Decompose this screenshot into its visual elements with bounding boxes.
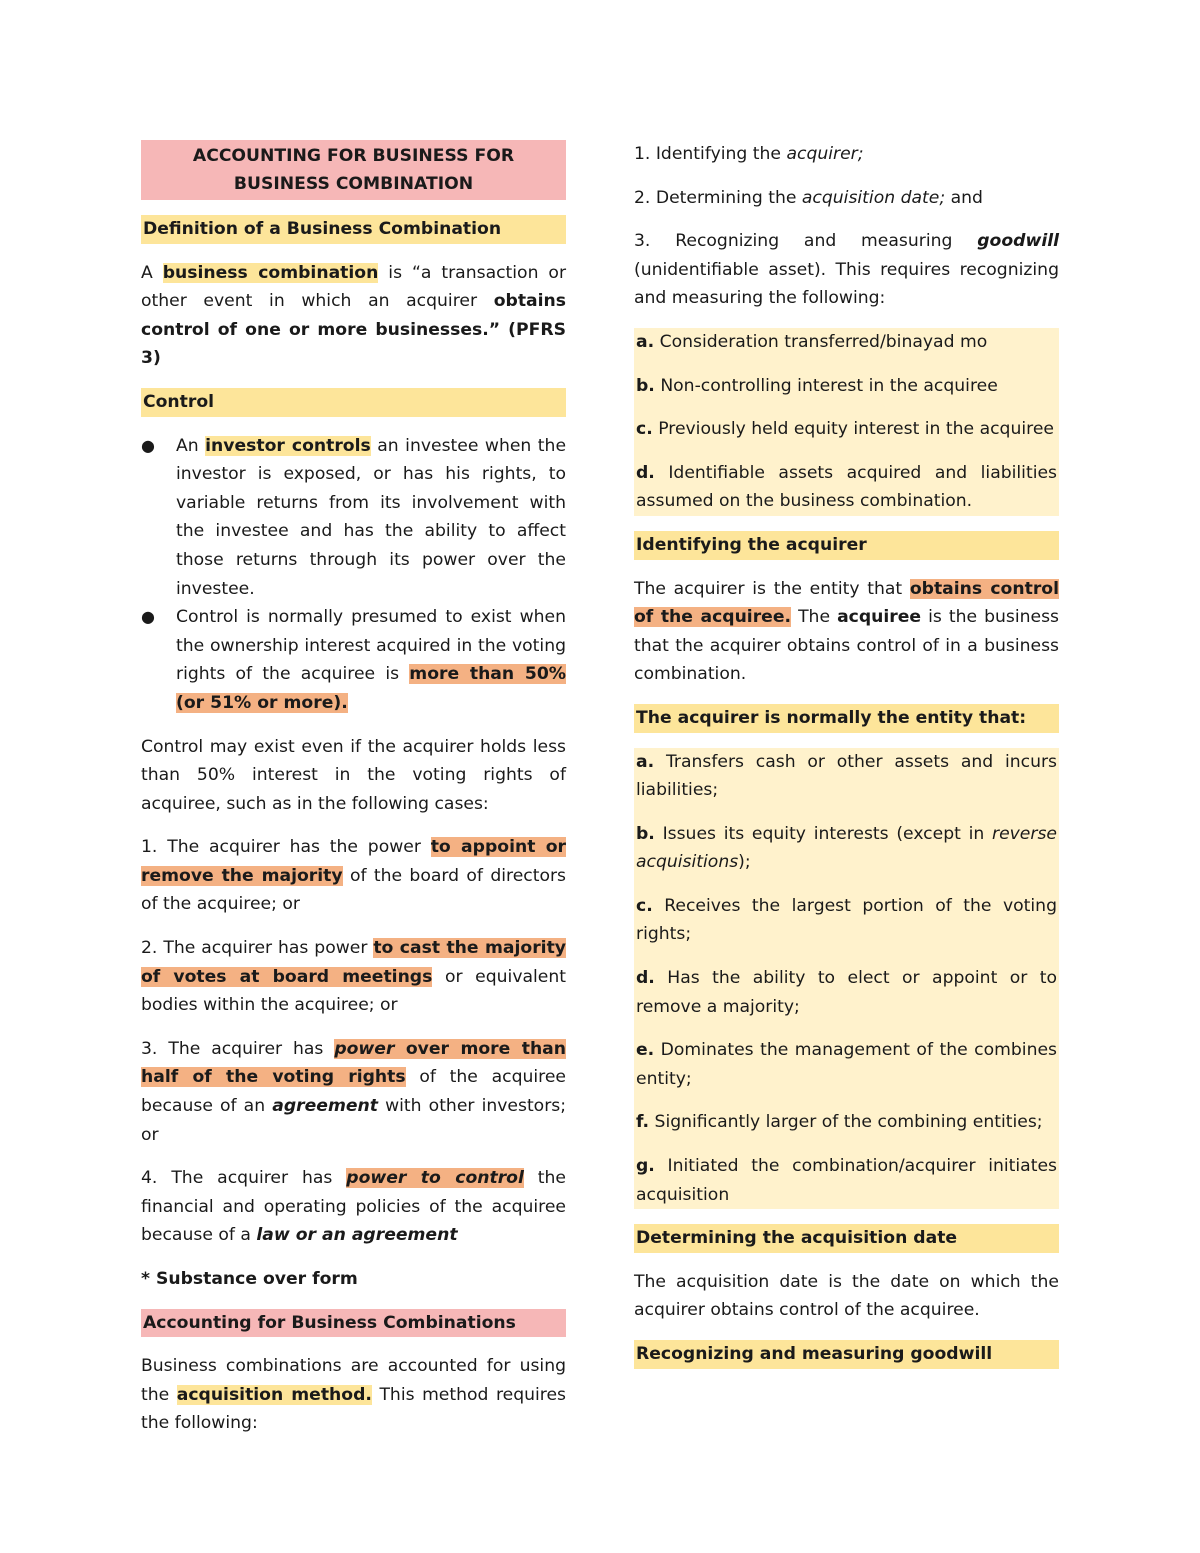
identifying-paragraph — [634, 575, 1059, 689]
text: of the board of directors of the acquiree; or — [141, 865, 566, 915]
text: Business combinations are accounted for using the — [141, 1356, 566, 1405]
step-1 — [634, 140, 1059, 169]
item-text: Dominates the management of the combines entity; — [636, 1040, 1057, 1089]
text: 3. Recognizing and measuring — [634, 231, 953, 252]
step-2 — [634, 184, 1059, 213]
text: or equivalent bodies within the acquiree; or — [141, 966, 567, 1016]
highlight-power-to-control: power to control — [346, 1168, 524, 1189]
text: This method requires the following: — [141, 1384, 567, 1434]
text: 2. Determining the — [634, 187, 797, 208]
italic-text: power — [334, 1038, 395, 1059]
italic-text: law or an agreement — [256, 1225, 458, 1246]
list-item — [141, 432, 566, 604]
item-letter: d. — [636, 968, 655, 989]
item-letter: c. — [636, 895, 653, 916]
bullet-icon: ● — [141, 435, 155, 455]
goodwill-heading: Recognizing and measuring goodwill — [634, 1340, 1059, 1369]
italic-text: goodwill — [977, 231, 1059, 252]
text: and — [950, 187, 983, 208]
item-letter: c. — [636, 419, 653, 440]
list-item — [636, 1036, 1057, 1093]
definition-paragraph — [141, 259, 566, 373]
list-item — [636, 964, 1057, 1021]
case-number: 1. — [141, 837, 158, 858]
text: The acquirer has — [171, 1168, 333, 1189]
text: Control is normally presumed to exist when the ownership interest acquired in the voting rights of the acquiree is — [176, 607, 566, 685]
bold-text: acquiree — [837, 607, 922, 628]
identifying-heading: Identifying the acquirer — [634, 531, 1059, 560]
case-4 — [141, 1164, 566, 1250]
italic-text: acquirer; — [786, 144, 864, 164]
accounting-heading: Accounting for Business Combinations — [141, 1309, 566, 1338]
goodwill-components-box — [634, 328, 1059, 516]
item-text: Transfers cash or other assets and incurs liabilities; — [636, 751, 1058, 801]
text: is the business that the acquirer obtains control of in a business combination. — [634, 607, 1060, 685]
item-letter: b. — [636, 823, 655, 844]
definition-heading: Definition of a Business Combination — [141, 215, 566, 244]
list-item — [636, 1152, 1057, 1209]
highlight-cast-majority: to cast the majority of votes at board meetings — [141, 938, 566, 987]
item-text: Initiated the combination/acquirer initiates acquisition — [636, 1156, 1057, 1205]
bullet-icon: ● — [141, 607, 155, 627]
italic-text: reverse acquisitions — [636, 823, 1057, 873]
highlight-acquisition-method: acquisition method. — [176, 1384, 372, 1405]
text: with other investors; or — [141, 1096, 567, 1145]
text: of the acquiree because of an — [141, 1067, 566, 1117]
item-letter: d. — [636, 462, 655, 483]
case-1 — [141, 833, 566, 919]
item-text: Receives the largest portion of the voting rights; — [636, 895, 1057, 945]
text: The acquirer has the power — [167, 837, 421, 858]
text: The acquirer has — [168, 1038, 324, 1059]
case-number: 2. — [141, 938, 158, 959]
highlight-more-than-50: more than 50% (or 51% or more). — [176, 664, 567, 713]
case-number: 4. — [141, 1168, 158, 1189]
highlight-investor-controls: investor controls — [205, 435, 371, 456]
item-text: Has the ability to elect or appoint or to remove a majority; — [636, 968, 1057, 1017]
list-item — [636, 328, 1057, 357]
highlight-appoint-remove: to appoint or remove the majority — [141, 837, 566, 886]
text: is “a transaction or other event in which an acquirer — [141, 262, 567, 312]
highlight-business-combination: business combination — [162, 262, 379, 283]
control-heading: Control — [141, 388, 566, 417]
control-bullet-list — [141, 432, 566, 718]
acquisition-date-heading: Determining the acquisition date — [634, 1224, 1059, 1253]
item-text: Consideration transferred/binayad mo — [659, 331, 988, 352]
case-number: 3. — [141, 1038, 158, 1059]
case-2 — [141, 934, 566, 1020]
list-item — [636, 748, 1057, 805]
text: A — [141, 262, 153, 283]
document-title: ACCOUNTING FOR BUSINESS FOR BUSINESS COMBINATION — [141, 140, 566, 200]
highlight-obtains-control: obtains control of the acquiree. — [634, 578, 1059, 628]
accounting-paragraph — [141, 1352, 566, 1438]
acquisition-date-paragraph: The acquisition date is the date on which the acquirer obtains control of the acquiree. — [634, 1271, 1059, 1321]
italic-text: acquisition date; — [801, 187, 946, 208]
step-3 — [634, 227, 1059, 313]
text: The acquirer has power — [163, 938, 368, 959]
bold-text: obtains control of one or more businesses.” (PFRS 3) — [141, 291, 566, 369]
italic-text: agreement — [272, 1096, 378, 1117]
case-3 — [141, 1035, 566, 1149]
text: 1. Identifying the — [634, 144, 781, 164]
text: The — [798, 607, 831, 628]
item-letter: a. — [636, 331, 655, 352]
list-item — [636, 459, 1057, 516]
item-text: Significantly larger of the combining entities; — [654, 1112, 1043, 1133]
text: over more than half of the voting rights — [141, 1038, 567, 1088]
text: An — [176, 435, 199, 456]
list-item — [636, 415, 1057, 444]
control-may-exist: Control may exist even if the acquirer holds less than 50% interest in the voting rights of acquiree, such as in the following cases: — [141, 736, 566, 814]
item-text: Non-controlling interest in the acquiree — [660, 375, 998, 396]
list-item — [636, 372, 1057, 401]
list-item — [141, 603, 566, 717]
item-text: Issues its equity interests (except in — [662, 823, 985, 844]
text: The acquirer is the entity that — [634, 578, 903, 599]
text: the financial and operating policies of the acquiree because of a — [141, 1168, 566, 1246]
item-letter: g. — [636, 1156, 655, 1177]
right-column — [634, 140, 1059, 1384]
item-letter: a. — [636, 751, 655, 772]
normally-heading: The acquirer is normally the entity that: — [634, 704, 1059, 733]
text: an investee when the investor is exposed, or has his rights, to variable returns from its involvement with the investee and has the ability to affect those returns through its power over the investee. — [176, 435, 567, 599]
item-text: Previously held equity interest in the acquiree — [658, 419, 1054, 440]
item-letter: e. — [636, 1040, 655, 1061]
item-text: ); — [738, 852, 751, 873]
list-item — [636, 892, 1057, 949]
list-item — [636, 820, 1057, 877]
acquirer-criteria-box — [634, 748, 1059, 1210]
item-text: Identifiable assets acquired and liabilities assumed on the business combination. — [636, 462, 1058, 512]
item-letter: f. — [636, 1112, 650, 1133]
left-column — [141, 140, 566, 1453]
text: (unidentifiable asset). This requires recognizing and measuring the following: — [634, 259, 1059, 309]
substance-note: * Substance over form — [141, 1269, 358, 1289]
list-item — [636, 1108, 1057, 1137]
item-letter: b. — [636, 375, 655, 396]
